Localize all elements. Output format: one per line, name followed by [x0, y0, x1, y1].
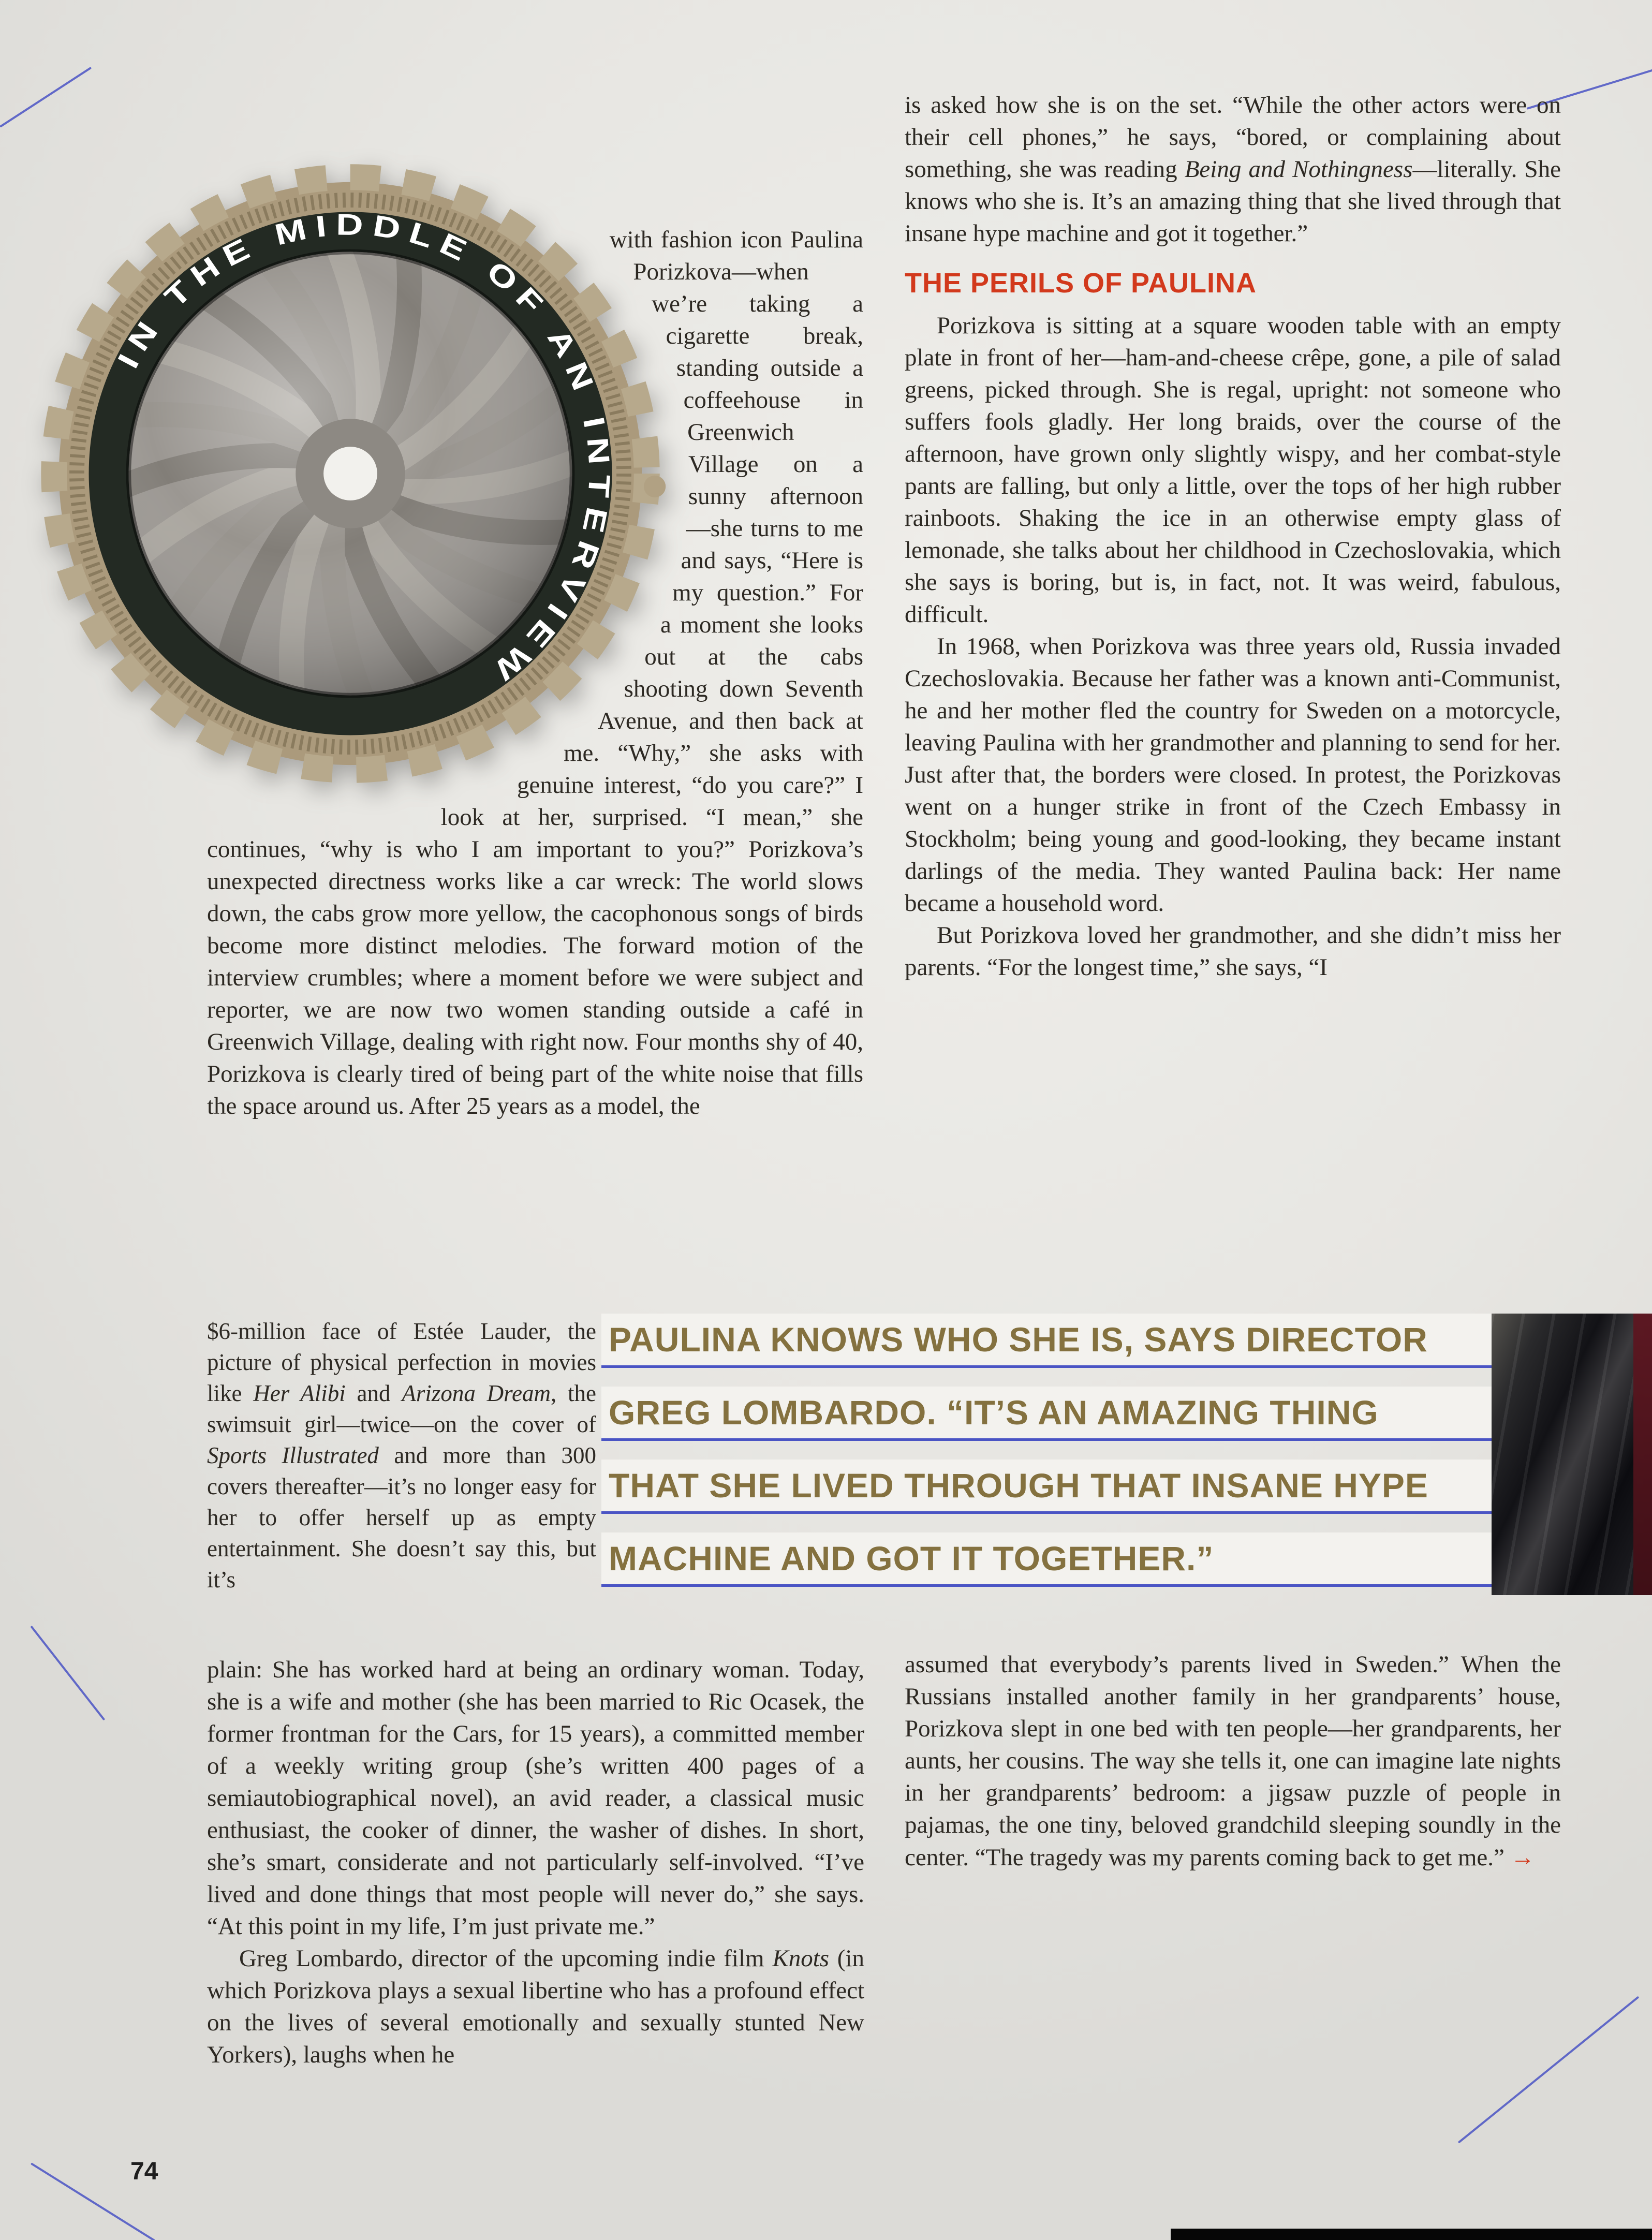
- left-column-top: [207, 224, 863, 1122]
- page-number: 74: [130, 2158, 158, 2185]
- pull-quote-line: PAULINA KNOWS WHO SHE IS, SAYS DIRECTOR: [601, 1314, 1492, 1368]
- pull-quote-line: GREG LOMBARDO. “IT’S AN AMAZING THING: [601, 1387, 1492, 1441]
- body-paragraph: In 1968, when Porizkova was three years old, Russia invaded Czechoslovakia. Because her father was a known anti-Communist, he and her mother fled the country for Sweden on a motorcycle, leaving Paulina with her grandmother and planning to send for her. Just after that, the borders were closed. In protest, the Porizkovas went on a hunger strike in front of the Czech Embassy in Stockholm; being young and good-looking, they became instant darlings of the media. They wanted Paulina back: Her name became a household word.: [905, 633, 1561, 917]
- body-paragraph: But Porizkova loved her grandmother, and she didn’t miss her parents. “For the longest time,” she says, “I: [905, 922, 1561, 981]
- body-paragraph: is asked how she is on the set. “While the other actors were on their cell phones,” he says, “bored, or complaining about something, she was reading Being and Nothingness—literally. She knows who she is. It’s an amazing thing that she lived through that insane hype machine and got it together.”: [905, 92, 1561, 247]
- photo-strip: [1492, 1314, 1652, 1595]
- body-paragraph: with fashion icon Paulina Porizkova—when we’re taking a cigarette break, standing outside a coffeehouse in Greenwich Village on a sunny afternoon—she turns to me and says, “Here is my question.” For a moment she looks out at the cabs shooting down Seventh Avenue, and then back at me. “Why,” she asks with genuine interest, “do you care?” I look at her, surprised. “I mean,” she continues, “why is who I am important to you?” Porizkova’s unexpected directness works like a car wreck: The world slows down, the cabs grow more yellow, the cacophonous songs of birds become more distinct melodies. The forward motion of the interview crumbles; where a moment before we were subject and reporter, we are now two women standing outside a café in Greenwich Village, dealing with right now. Four months shy of 40, Porizkova is clearly tired of being part of the white noise that fills the space around us. After 25 years as a model, the: [207, 226, 863, 1119]
- section-heading-perils: THE PERILS OF PAULINA: [905, 268, 1257, 299]
- decorative-line: [1458, 1996, 1640, 2144]
- left-column-bottom: [207, 1654, 864, 2071]
- left-column-narrow: [207, 1316, 596, 1595]
- right-column-top: [905, 89, 1561, 983]
- right-column-bottom: [905, 1648, 1561, 1874]
- decorative-line: [0, 67, 92, 128]
- pull-quote-line: MACHINE AND GOT IT TOGETHER.”: [601, 1532, 1492, 1587]
- bottom-bar: [1171, 2229, 1652, 2240]
- body-paragraph: Greg Lombardo, director of the upcoming indie film Knots (in which Porizkova plays a sexual libertine who has a profound effect on the lives of several emotionally and sexually stunted New Yorkers), laughs when he: [207, 1945, 864, 2068]
- badge-ring-text: IN THE MIDDLE OF AN INTERVIEW: [111, 208, 616, 686]
- body-text: assumed that everybody’s parents lived in Sweden.” When the Russians installed another family in her grandparents’ house, Porizkova slept in one bed with ten people—her grandparents, her aunts, her cousins. The way she tells it, one can imagine late nights in her grandparents’ bedroom: a jigsaw puzzle of people in pajamas, the one tiny, beloved grandchild sleeping soundly in the center. “The tragedy was my parents coming back to get me.”: [905, 1651, 1561, 1871]
- body-paragraph: [905, 1648, 1561, 1874]
- pull-quote-line: THAT SHE LIVED THROUGH THAT INSANE HYPE: [601, 1460, 1492, 1514]
- body-paragraph: plain: She has worked hard at being an ordinary woman. Today, she is a wife and mother (she has been married to Ric Ocasek, the former frontman for the Cars, for 15 years), a committed member of a weekly writing group (she’s written 400 pages of a semiautobiographical novel), an avid reader, a classical music enthusiast, the cooker of dinner, the washer of dishes. In short, she’s smart, considerate and not particularly self-involved. “I’ve lived and done things that most people will never do,” she says. “At this point in my life, I’m just private me.”: [207, 1656, 864, 1940]
- continue-arrow-icon: →: [1510, 1843, 1535, 1870]
- body-paragraph: Porizkova is sitting at a square wooden table with an empty plate in front of her—ham-and-cheese crêpe, gone, a pile of salad greens, picked through. She is regal, upright: not someone who suffers fools gladly. Her long braids, over the course of the afternoon, have grown only slightly wispy, and her combat-style pants are falling, but only a little, over the tops of her high rubber rainboots. Shaking the ice in an otherwise empty glass of lemonade, she talks about her childhood in Czechoslovakia, which she says is boring, but is, in fact, not. It was weird, fabulous, difficult.: [905, 312, 1561, 628]
- body-paragraph: $6-million face of Estée Lauder, the picture of physical perfection in movies like Her Alibi and Arizona Dream, the swimsuit girl—twice—on the cover of Sports Illustrated and more than 300 covers thereafter—it’s no longer easy for her to offer herself up as empty entertainment. She doesn’t say this, but it’s: [207, 1318, 596, 1593]
- decorative-line: [30, 1626, 105, 1721]
- photo-strip-maroon-edge: [1633, 1314, 1652, 1595]
- pull-quote: [601, 1314, 1492, 1587]
